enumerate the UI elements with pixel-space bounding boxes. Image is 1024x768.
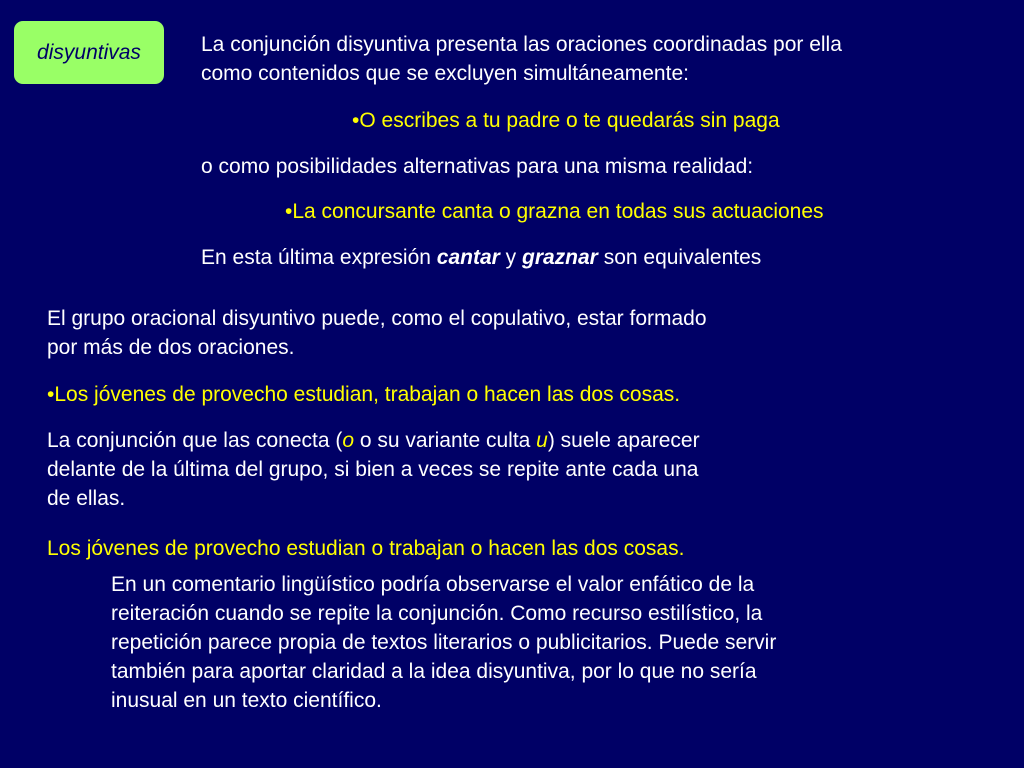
topic-badge-label: disyuntivas <box>37 40 141 64</box>
example-sentence-2: •La concursante canta o grazna en todas sus actuaciones <box>285 200 824 223</box>
para2-suffix: ) suele aparecer <box>547 429 700 452</box>
equivalence-and: y <box>499 246 522 269</box>
intro-line-3: o como posibilidades alternativas para una misma realidad: <box>201 155 754 178</box>
commentary-paragraph <box>111 570 776 715</box>
group-para-2-line-2: delante de la última del grupo, si bien a veces se repite ante cada una <box>47 458 699 481</box>
equivalence-prefix: En esta última expresión <box>201 246 437 269</box>
para2-prefix: La conjunción que las conecta ( <box>47 429 343 452</box>
topic-badge <box>14 21 164 84</box>
para2-mid: o su variante culta <box>354 429 537 452</box>
equivalence-line <box>201 243 761 272</box>
commentary-line-5: inusual en un texto científico. <box>111 689 382 712</box>
group-para-1-line-2: por más de dos oraciones. <box>47 336 295 359</box>
intro-line-2: como contenidos que se excluyen simultáneamente: <box>201 62 689 85</box>
conjunction-u: u <box>536 429 548 452</box>
group-para-2-line-1 <box>47 426 700 455</box>
commentary-line-2: reiteración cuando se repite la conjunción. Como recurso estilístico, la <box>111 602 763 625</box>
example-sentence-4: Los jóvenes de provecho estudian o trabajan o hacen las dos cosas. <box>47 537 685 560</box>
group-para-1-line-1: El grupo oracional disyuntivo puede, como el copulativo, estar formado <box>47 307 707 330</box>
word-cantar: cantar <box>436 246 500 269</box>
conjunction-o: o <box>342 429 355 452</box>
commentary-line-3: repetición parece propia de textos literarios o publicitarios. Puede servir <box>111 631 777 654</box>
commentary-line-4: también para aportar claridad a la idea disyuntiva, por lo que no sería <box>111 660 757 683</box>
equivalence-suffix: son equivalentes <box>597 246 762 269</box>
group-para-2-line-3: de ellas. <box>47 487 126 510</box>
intro-line-1: La conjunción disyuntiva presenta las oraciones coordinadas por ella <box>201 33 842 56</box>
example-sentence-3: •Los jóvenes de provecho estudian, trabajan o hacen las dos cosas. <box>47 383 681 406</box>
commentary-line-1: En un comentario lingüístico podría observarse el valor enfático de la <box>111 573 755 596</box>
example-sentence-1: •O escribes a tu padre o te quedarás sin paga <box>352 109 780 132</box>
word-graznar: graznar <box>522 246 598 269</box>
